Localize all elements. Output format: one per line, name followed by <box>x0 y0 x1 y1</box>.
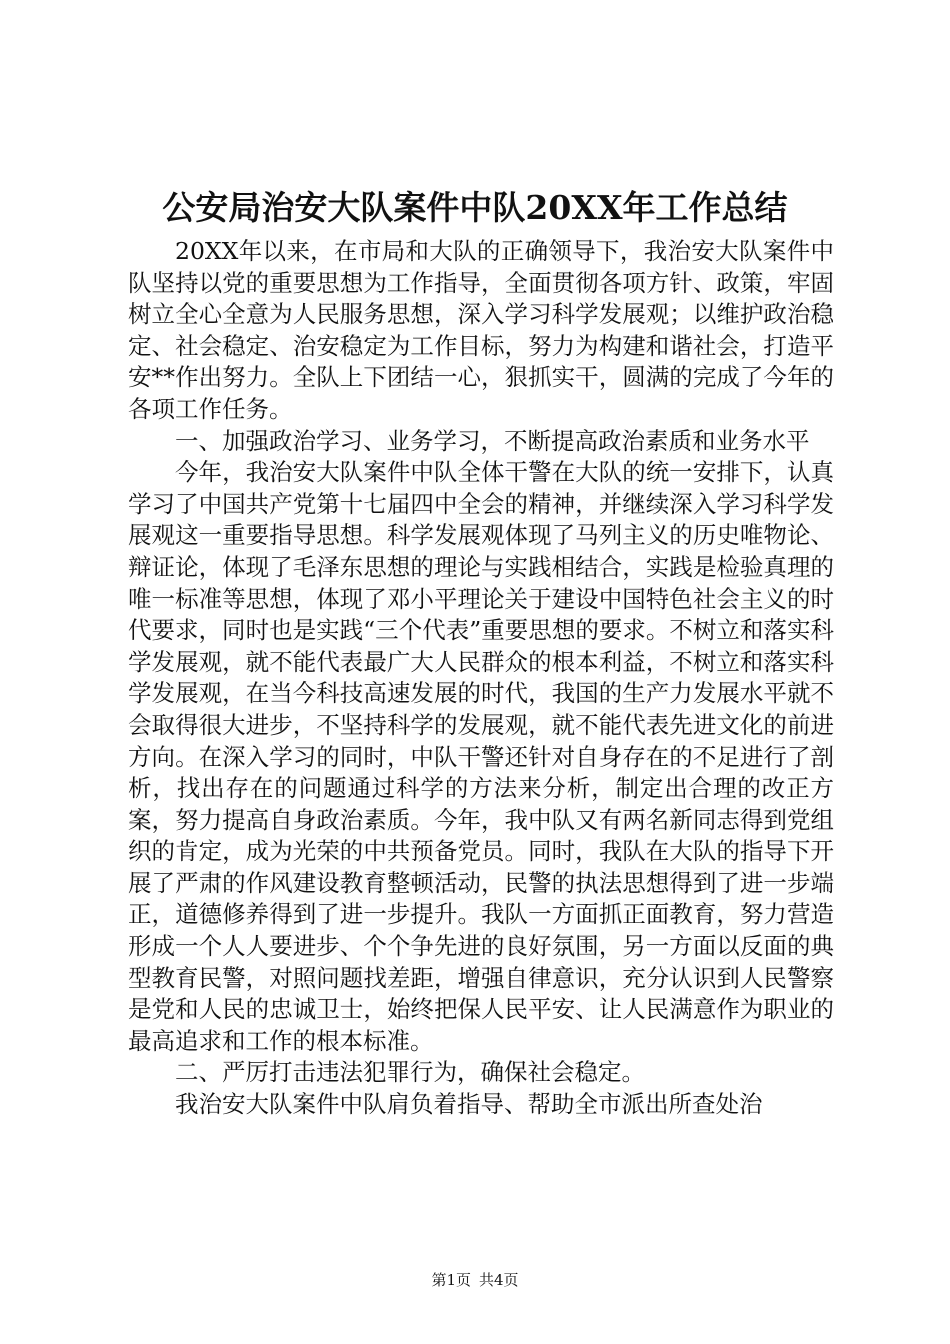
page-footer <box>0 1270 950 1290</box>
paragraph-section-1: 今年，我治安大队案件中队全体干警在大队的统一安排下，认真学习了中国共产党第十七届四中全会的精神，并继续深入学习科学发展观这一重要指导思想。科学发展观体现了马列主义的历史唯物论、辩证论，体现了毛泽东思想的理论与实践相结合，实践是检验真理的唯一标准等思想，体现了邓小平理论关于建设中国特色社会主义的时代要求，同时也是实践“三个代表”重要思想的要求。不树立和落实科学发展观，就不能代表最广大人民群众的根本利益，不树立和落实科学发展观，在当今科技高速发展的时代，我国的生产力发展水平就不会取得很大进步，不坚持科学的发展观，就不能代表先进文化的前进方向。在深入学习的同时，中队干警还针对自身存在的不足进行了剖析，找出存在的问题通过科学的方法来分析，制定出合理的改正方案，努力提高自身政治素质。今年，我中队又有两名新同志得到党组织的肯定，成为光荣的中共预备党员。同时，我队在大队的指导下开展了严肃的作风建设教育整顿活动，民警的执法思想得到了进一步端正，道德修养得到了进一步提升。我队一方面抓正面教育，努力营造形成一个人人要进步、个个争先进的良好氛围，另一方面以反面的典型教育民警，对照问题找差距，增强自律意识，充分认识到人民警察是党和人民的忠诚卫士，始终把保人民平安、让人民满意作为职业的最高追求和工作的根本标准。 <box>128 458 834 1055</box>
page-total: 共4页 <box>479 1271 519 1289</box>
document-title: 公安局治安大队案件中队20XX年工作总结 <box>162 188 788 227</box>
paragraph-section-2: 我治安大队案件中队肩负着指导、帮助全市派出所查处治 <box>175 1090 763 1119</box>
page-number: 第1页 <box>431 1271 471 1289</box>
document-body <box>128 236 834 1121</box>
section-heading-2: 二、严厉打击违法犯罪行为，确保社会稳定。 <box>175 1058 645 1087</box>
paragraph-intro: 20XX年以来，在市局和大队的正确领导下，我治安大队案件中队坚持以党的重要思想为工作指导，全面贯彻各项方针、政策，牢固树立全心全意为人民服务思想，深入学习科学发展观；以维护政治稳定、社会稳定、治安稳定为工作目标，努力为构建和谐社会，打造平安**作出努力。全队上下团结一心，狠抓实干，圆满的完成了今年的各项工作任务。 <box>128 237 834 423</box>
section-heading-1: 一、加强政治学习、业务学习，不断提高政治素质和业务水平 <box>175 426 810 455</box>
